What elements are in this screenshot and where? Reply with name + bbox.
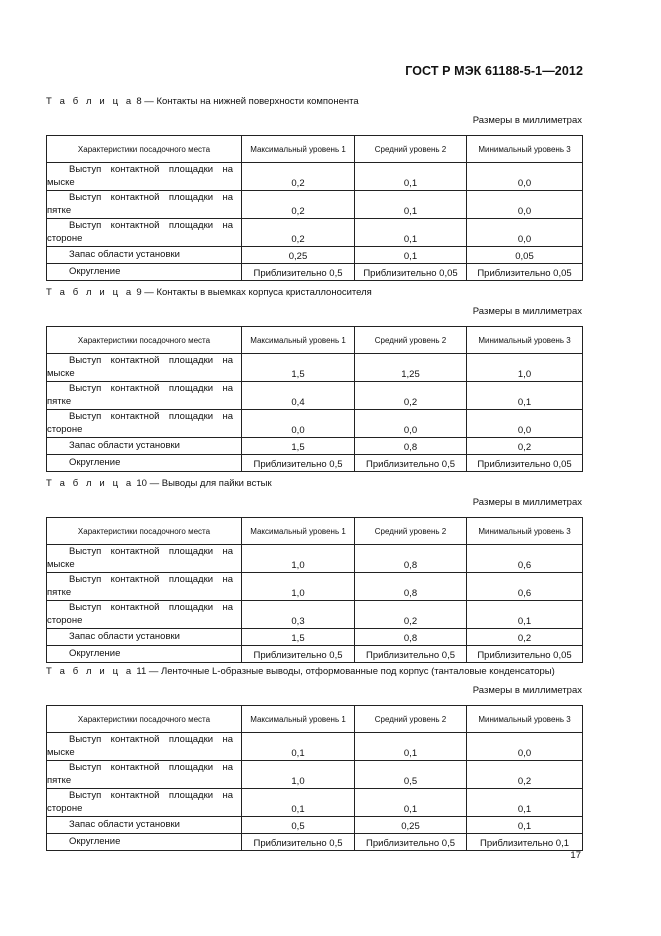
table-cell: 1,0 (467, 354, 583, 382)
table-cell: 0,2 (242, 191, 355, 219)
table-cell: 0,05 (467, 247, 583, 264)
table-cell: 0,5 (242, 817, 355, 834)
table-cell: Приблизительно 0,5 (355, 834, 467, 851)
table-cell: 0,3 (242, 601, 355, 629)
row-label: Выступ контактной площадки на стороне (47, 789, 242, 817)
units-note: Размеры в миллиметрах (472, 685, 582, 696)
table-row (47, 264, 583, 281)
table-row (47, 247, 583, 264)
table-header-row (47, 518, 583, 545)
row-label: Выступ контактной площадки на стороне (47, 601, 242, 629)
table-cell: 0,1 (355, 733, 467, 761)
row-label: Округление (47, 646, 242, 663)
column-header: Максимальный уровень 1 (242, 706, 355, 733)
table-cell: 1,0 (242, 761, 355, 789)
table-row (47, 646, 583, 663)
table-cell: Приблизительно 0,1 (467, 834, 583, 851)
table-cell: 0,0 (355, 410, 467, 438)
table-section-10 (46, 477, 582, 663)
column-header: Средний уровень 2 (355, 706, 467, 733)
row-label: Выступ контактной площадки на пятке (47, 573, 242, 601)
table-cell: 0,0 (467, 219, 583, 247)
table-cell: Приблизительно 0,5 (242, 264, 355, 281)
row-label: Выступ контактной площадки на стороне (47, 410, 242, 438)
table-cell: 0,1 (467, 789, 583, 817)
table-caption: Т а б л и ц а 9 — Контакты в выемках корпуса кристаллоносителя (46, 287, 372, 298)
column-header: Характеристики посадочного места (47, 327, 242, 354)
row-label: Округление (47, 834, 242, 851)
table-cell: 0,2 (467, 629, 583, 646)
table-cell: Приблизительно 0,5 (355, 455, 467, 472)
column-header: Средний уровень 2 (355, 518, 467, 545)
table-row (47, 545, 583, 573)
table-row (47, 733, 583, 761)
row-label: Запас области установки (47, 438, 242, 455)
units-note: Размеры в миллиметрах (472, 497, 582, 508)
table-cell: Приблизительно 0,5 (242, 646, 355, 663)
table-cell: 0,2 (242, 219, 355, 247)
table-row (47, 817, 583, 834)
table-cell: 0,1 (467, 601, 583, 629)
table-caption: Т а б л и ц а 11 — Ленточные L-образные выводы, отформованные под корпус (танталовые конденсаторы) (46, 666, 555, 677)
row-label: Выступ контактной площадки на мыске (47, 733, 242, 761)
row-label: Округление (47, 264, 242, 281)
table-cell: 0,1 (355, 163, 467, 191)
row-label: Округление (47, 455, 242, 472)
column-header: Максимальный уровень 1 (242, 327, 355, 354)
table-cell: 0,25 (355, 817, 467, 834)
table-row (47, 573, 583, 601)
table-cell: 0,2 (467, 438, 583, 455)
page-number: 17 (570, 850, 581, 861)
table-row (47, 789, 583, 817)
column-header: Характеристики посадочного места (47, 136, 242, 163)
table-cell: 1,0 (242, 573, 355, 601)
table-row (47, 191, 583, 219)
table-caption: Т а б л и ц а 10 — Выводы для пайки встык (46, 478, 272, 489)
table-header-row (47, 327, 583, 354)
table-cell: 0,8 (355, 438, 467, 455)
column-header: Средний уровень 2 (355, 136, 467, 163)
table-row (47, 438, 583, 455)
row-label: Выступ контактной площадки на пятке (47, 761, 242, 789)
table-cell: 1,5 (242, 438, 355, 455)
column-header: Минимальный уровень 3 (467, 706, 583, 733)
table-cell: 0,6 (467, 573, 583, 601)
table-cell: 0,5 (355, 761, 467, 789)
table-cell: 0,1 (355, 247, 467, 264)
table-section-11 (46, 665, 582, 851)
units-note: Размеры в миллиметрах (472, 306, 582, 317)
table-cell: 0,8 (355, 573, 467, 601)
row-label: Выступ контактной площадки на пятке (47, 382, 242, 410)
data-table (46, 517, 583, 663)
table-cell: 0,1 (242, 789, 355, 817)
row-label: Запас области установки (47, 629, 242, 646)
table-cell: 0,2 (355, 382, 467, 410)
table-cell: 0,1 (467, 382, 583, 410)
table-cell: 0,0 (467, 410, 583, 438)
column-header: Средний уровень 2 (355, 327, 467, 354)
column-header: Минимальный уровень 3 (467, 518, 583, 545)
table-row (47, 834, 583, 851)
column-header: Минимальный уровень 3 (467, 136, 583, 163)
table-section-8 (46, 95, 582, 281)
units-note: Размеры в миллиметрах (472, 115, 582, 126)
table-section-9 (46, 286, 582, 472)
table-cell: 1,0 (242, 545, 355, 573)
table-cell: 0,8 (355, 545, 467, 573)
table-row (47, 761, 583, 789)
table-caption: Т а б л и ц а 8 — Контакты на нижней поверхности компонента (46, 96, 359, 107)
table-cell: 0,0 (242, 410, 355, 438)
row-label: Выступ контактной площадки на мыске (47, 354, 242, 382)
table-cell: 0,1 (355, 219, 467, 247)
column-header: Характеристики посадочного места (47, 706, 242, 733)
table-row (47, 410, 583, 438)
table-cell: 0,25 (242, 247, 355, 264)
table-row (47, 163, 583, 191)
table-row (47, 455, 583, 472)
table-cell: 0,0 (467, 163, 583, 191)
table-header-row (47, 706, 583, 733)
column-header: Характеристики посадочного места (47, 518, 242, 545)
row-label: Выступ контактной площадки на мыске (47, 545, 242, 573)
data-table (46, 326, 583, 472)
table-row (47, 629, 583, 646)
table-header-row (47, 136, 583, 163)
data-table (46, 705, 583, 851)
table-cell: 0,2 (242, 163, 355, 191)
table-cell: Приблизительно 0,5 (242, 455, 355, 472)
table-cell: 1,25 (355, 354, 467, 382)
column-header: Максимальный уровень 1 (242, 518, 355, 545)
table-cell: 0,2 (355, 601, 467, 629)
table-cell: 0,1 (355, 191, 467, 219)
row-label: Выступ контактной площадки на стороне (47, 219, 242, 247)
table-row (47, 601, 583, 629)
table-row (47, 219, 583, 247)
document-header: ГОСТ Р МЭК 61188-5-1—2012 (405, 64, 583, 78)
column-header: Максимальный уровень 1 (242, 136, 355, 163)
table-row (47, 354, 583, 382)
table-cell: 0,1 (242, 733, 355, 761)
table-cell: Приблизительно 0,5 (355, 646, 467, 663)
table-cell: 0,8 (355, 629, 467, 646)
row-label: Запас области установки (47, 817, 242, 834)
table-cell: 1,5 (242, 629, 355, 646)
table-cell: 0,4 (242, 382, 355, 410)
table-cell: 0,1 (355, 789, 467, 817)
table-cell: Приблизительно 0,05 (467, 455, 583, 472)
row-label: Запас области установки (47, 247, 242, 264)
data-table (46, 135, 583, 281)
table-cell: Приблизительно 0,5 (242, 834, 355, 851)
table-row (47, 382, 583, 410)
table-cell: Приблизительно 0,05 (467, 264, 583, 281)
row-label: Выступ контактной площадки на пятке (47, 191, 242, 219)
table-cell: 0,0 (467, 191, 583, 219)
row-label: Выступ контактной площадки на мыске (47, 163, 242, 191)
table-cell: 0,1 (467, 817, 583, 834)
column-header: Минимальный уровень 3 (467, 327, 583, 354)
table-cell: 1,5 (242, 354, 355, 382)
table-cell: 0,6 (467, 545, 583, 573)
table-cell: 0,2 (467, 761, 583, 789)
table-cell: Приблизительно 0,05 (355, 264, 467, 281)
table-cell: 0,0 (467, 733, 583, 761)
table-cell: Приблизительно 0,05 (467, 646, 583, 663)
